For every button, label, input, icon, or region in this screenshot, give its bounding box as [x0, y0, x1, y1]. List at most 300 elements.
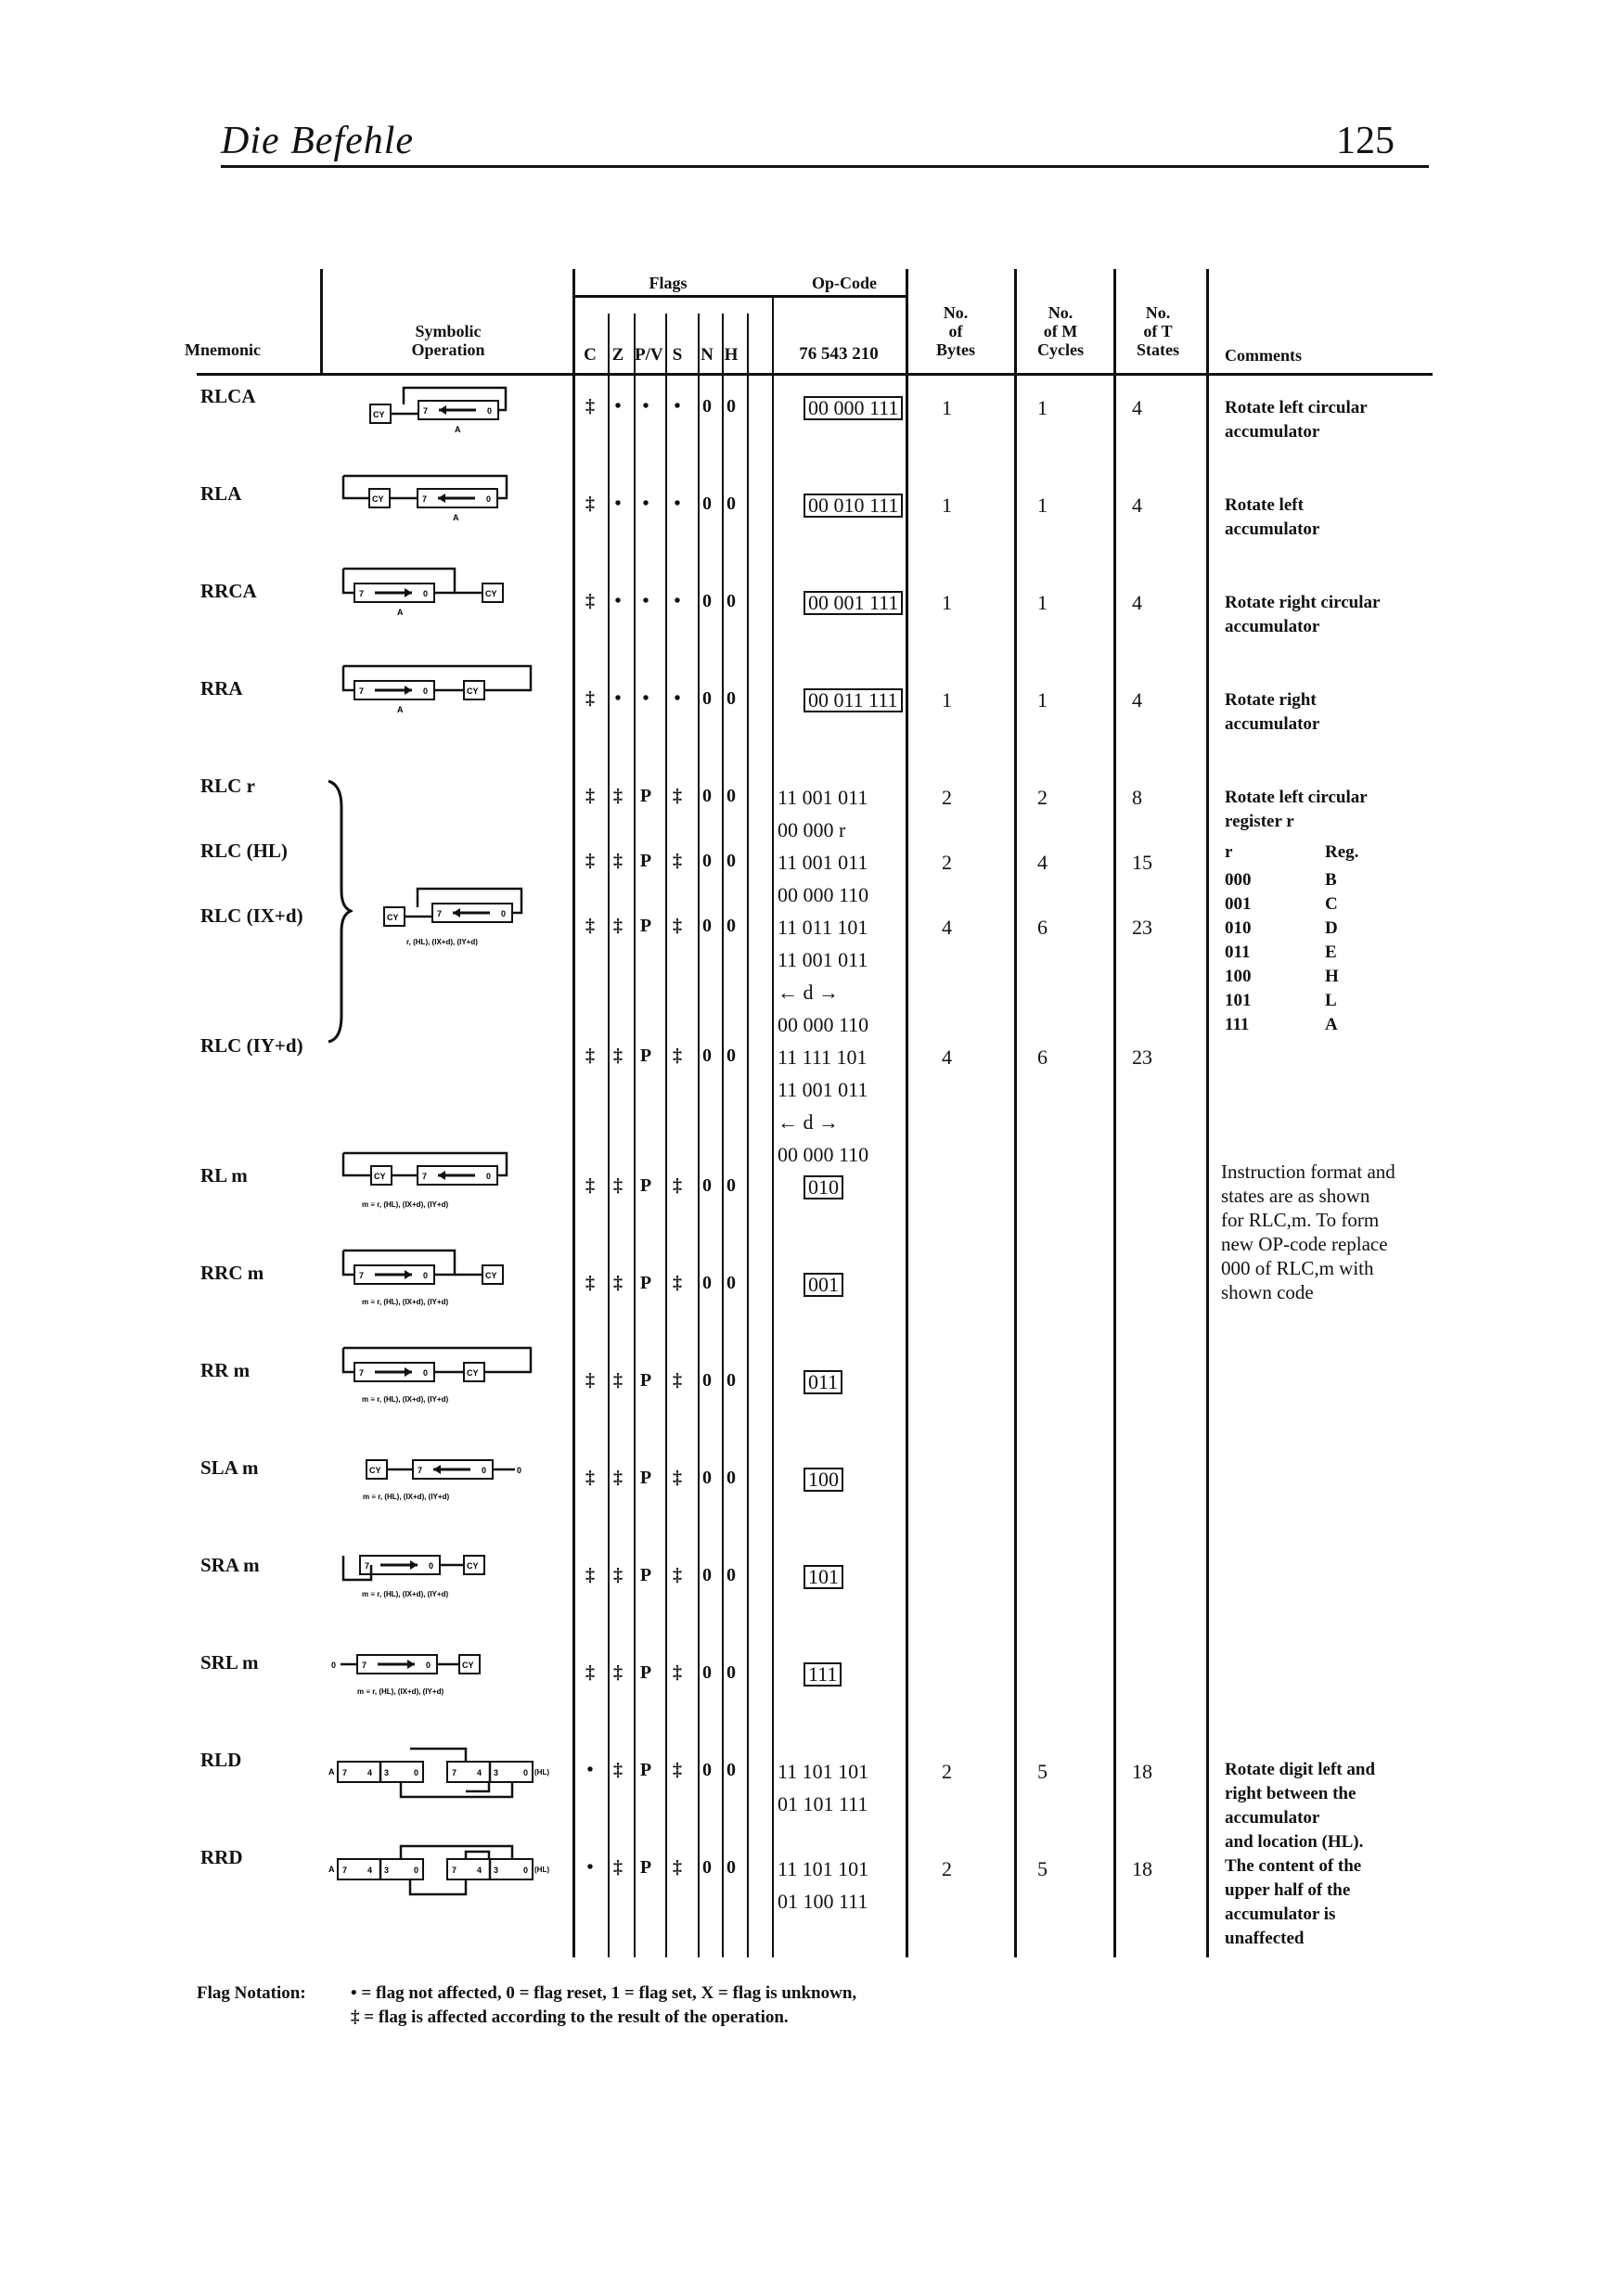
col-divider [1014, 269, 1017, 1957]
flag-cell: ‡ [613, 851, 623, 871]
flags-rule [572, 295, 908, 298]
flag-cell: • [586, 1760, 594, 1780]
flag-cell: ‡ [585, 1045, 595, 1066]
reg-code: 000 [1225, 870, 1252, 890]
comment-rld-line: Rotate digit left and [1225, 1760, 1376, 1779]
flag-cell: ‡ [673, 1273, 682, 1293]
flag-cell: • [642, 591, 649, 611]
comment-line: Rotate left circular [1225, 788, 1368, 807]
opcode-text: 11 001 011 [778, 851, 868, 874]
col-header-mcycles-2: of M [1043, 322, 1078, 340]
flag-notation-label: Flag Notation: [197, 1983, 306, 2003]
flag-cell: ‡ [673, 1468, 682, 1488]
flag-cell: 0 [702, 494, 712, 514]
svg-text:0: 0 [486, 494, 492, 504]
svg-text:3: 3 [494, 1768, 499, 1777]
mnemonic-cell: RLC (HL) [200, 840, 288, 862]
flag-cell: 0 [702, 1273, 712, 1293]
col-divider [572, 269, 575, 1957]
flag-cell: • [674, 688, 681, 709]
opcode-text: ← d → [778, 1110, 839, 1134]
mnemonic-cell: RR m [200, 1359, 251, 1381]
svg-text:3: 3 [384, 1768, 390, 1777]
mcycles-cell: 5 [1037, 1760, 1048, 1783]
flag-cell: ‡ [585, 786, 595, 806]
opcode-text: 11 101 101 [778, 1760, 869, 1783]
opcode-cell [778, 981, 839, 1005]
reg-code: 101 [1225, 991, 1252, 1010]
svg-text:7: 7 [452, 1866, 457, 1875]
comment-shift-line: new OP-code replace [1221, 1233, 1388, 1255]
svg-text:CY: CY [485, 1271, 497, 1280]
mnemonic-cell: RLA [200, 482, 242, 505]
reg-head-reg: Reg. [1325, 842, 1359, 862]
bytes-cell: 4 [942, 1045, 952, 1069]
opcode-cell [778, 948, 868, 972]
bytes-cell: 2 [942, 1760, 952, 1783]
flag-cell: 0 [726, 1662, 736, 1683]
reg-head-r: r [1225, 842, 1233, 862]
reg-name: D [1325, 918, 1338, 938]
mnemonic-cell: SLA m [200, 1456, 259, 1479]
svg-text:7: 7 [359, 686, 365, 696]
col-header-tstates-2: of T [1143, 322, 1173, 340]
opcode-cell [778, 1792, 868, 1816]
svg-text:7: 7 [422, 494, 428, 504]
flag-cell: 0 [702, 1370, 712, 1391]
flag-cell: • [674, 591, 681, 611]
svg-text:CY: CY [467, 1561, 479, 1571]
rla-diagram-icon [334, 468, 557, 524]
rld-diagram-icon [327, 1739, 568, 1814]
comment-rld-line: accumulator [1225, 1808, 1320, 1828]
flag-cell: ‡ [673, 1760, 682, 1780]
opcode-cell [804, 1273, 843, 1297]
opcode-cell [778, 1890, 868, 1914]
flag-cell: ‡ [673, 1857, 682, 1878]
svg-text:7: 7 [359, 1271, 365, 1280]
col-header-tstates-3: States [1137, 340, 1179, 359]
flag-cell: ‡ [585, 494, 595, 514]
opcode-text: 100 [804, 1468, 843, 1492]
comment-shift-line: states are as shown [1221, 1185, 1370, 1207]
svg-text:0: 0 [423, 686, 429, 696]
flag-cell: P [639, 1370, 652, 1391]
header-rule [221, 165, 1429, 168]
opcode-text: 00 000 r [778, 818, 846, 841]
flag-cell: • [586, 1857, 594, 1878]
mnemonic-cell: RLD [200, 1749, 242, 1771]
opcode-cell [778, 1045, 868, 1070]
comment-rld-line: The content of the [1225, 1856, 1362, 1876]
svg-text:4: 4 [367, 1768, 373, 1777]
flag-cell: ‡ [585, 916, 595, 936]
mnemonic-cell: RRA [200, 677, 243, 699]
opcode-text: 101 [804, 1565, 843, 1589]
svg-text:7: 7 [437, 909, 443, 918]
comment-rld-line: unaffected [1225, 1929, 1305, 1948]
svg-text:0: 0 [486, 1172, 492, 1181]
opcode-text: 11 011 101 [778, 916, 868, 939]
flag-cell: ‡ [585, 851, 595, 871]
flag-cell: P [639, 1857, 652, 1878]
flag-cell: • [674, 494, 681, 514]
svg-text:0: 0 [501, 909, 507, 918]
opcode-cell [804, 396, 903, 420]
comment-line: accumulator [1225, 519, 1320, 539]
svg-text:m ≡ r, (HL), (IX+d), (IY+d): m ≡ r, (HL), (IX+d), (IY+d) [362, 1298, 449, 1306]
svg-text:7: 7 [359, 1368, 365, 1378]
bytes-cell: 2 [942, 1857, 952, 1880]
comment-line: Rotate right circular [1225, 593, 1381, 612]
svg-text:7: 7 [342, 1866, 348, 1875]
svg-text:4: 4 [477, 1768, 482, 1777]
opcode-text: 111 [804, 1662, 842, 1687]
tstates-cell: 4 [1132, 591, 1142, 614]
flag-cell: P [639, 1662, 652, 1683]
mnemonic-cell: RRC m [200, 1262, 264, 1284]
mnemonic-cell: RLC (IX+d) [200, 904, 303, 927]
reg-code: 100 [1225, 967, 1252, 986]
flag-cell: 0 [702, 688, 712, 709]
opcode-cell [778, 818, 845, 842]
tstates-cell: 8 [1132, 786, 1142, 809]
svg-text:0: 0 [414, 1866, 419, 1875]
svg-text:7: 7 [418, 1466, 423, 1475]
col-header-mcycles-1: No. [1048, 303, 1074, 322]
svg-text:m ≡ r, (HL), (IX+d), (IY+d): m ≡ r, (HL), (IX+d), (IY+d) [362, 1590, 449, 1598]
mcycles-cell: 6 [1037, 916, 1048, 939]
reg-code: 011 [1225, 943, 1251, 962]
sra-m-diagram-icon [334, 1535, 557, 1602]
reg-code: 111 [1225, 1015, 1250, 1034]
reg-code: 001 [1225, 894, 1252, 914]
opcode-text: 00 010 111 [804, 494, 903, 518]
flag-cell: ‡ [673, 1565, 682, 1585]
flag-divider [665, 314, 667, 1957]
flag-cell: 0 [726, 1468, 736, 1488]
opcode-text: 00 000 110 [778, 1143, 869, 1166]
flag-cell: ‡ [613, 1857, 623, 1878]
svg-text:7: 7 [342, 1768, 348, 1777]
bytes-cell: 4 [942, 916, 952, 939]
flag-cell: ‡ [613, 786, 623, 806]
flag-cell: 0 [702, 916, 712, 936]
opcode-cell [804, 688, 903, 712]
srl-m-diagram-icon [329, 1633, 552, 1700]
svg-text:4: 4 [367, 1866, 373, 1875]
svg-text:7: 7 [452, 1768, 457, 1777]
comment-line: accumulator [1225, 422, 1320, 442]
flag-cell: ‡ [585, 688, 595, 709]
flag-cell: 0 [702, 396, 712, 417]
page-header-title: Die Befehle [221, 120, 415, 162]
svg-text:4: 4 [477, 1866, 482, 1875]
svg-text:3: 3 [494, 1866, 499, 1875]
flag-cell: ‡ [613, 1565, 623, 1585]
reg-name: L [1325, 991, 1337, 1010]
flag-cell: 0 [726, 1175, 736, 1196]
col-header-mnemonic: Mnemonic [185, 340, 261, 359]
col-header-flags: Flags [649, 274, 688, 292]
svg-text:0: 0 [423, 1368, 429, 1378]
mcycles-cell: 1 [1037, 591, 1048, 614]
mcycles-cell: 1 [1037, 688, 1048, 712]
rrca-diagram-icon [334, 561, 557, 617]
flag-header-5: H [724, 345, 739, 365]
col-header-opcode-bits: 76 543 210 [799, 344, 879, 364]
opcode-text: 11 001 011 [778, 948, 868, 971]
rrc-m-diagram-icon [334, 1243, 557, 1310]
tstates-cell: 23 [1132, 1045, 1152, 1069]
comment-rld-line: and location (HL). [1225, 1832, 1364, 1852]
reg-name: A [1325, 1015, 1338, 1034]
header-underline [197, 373, 1433, 376]
flag-cell: • [614, 494, 622, 514]
svg-text:0: 0 [331, 1661, 337, 1670]
svg-text:CY: CY [374, 1172, 386, 1181]
flag-cell: 0 [726, 1370, 736, 1391]
flag-cell: 0 [726, 1857, 736, 1878]
flag-cell: ‡ [673, 916, 682, 936]
col-header-tstates-1: No. [1145, 303, 1171, 322]
flag-cell: P [639, 1565, 652, 1585]
comment-shift-line: shown code [1221, 1281, 1314, 1303]
opcode-cell [778, 1857, 868, 1881]
flag-cell: 0 [702, 1857, 712, 1878]
svg-text:7: 7 [365, 1561, 370, 1571]
svg-text:0: 0 [423, 589, 429, 598]
mcycles-cell: 4 [1037, 851, 1048, 874]
svg-text:(HL): (HL) [534, 1866, 549, 1874]
flag-cell: ‡ [613, 1045, 623, 1066]
tstates-cell: 23 [1132, 916, 1152, 939]
col-header-symbolic-2: Operation [411, 340, 485, 359]
rrd-diagram-icon [327, 1837, 568, 1911]
mnemonic-cell: RRD [200, 1846, 243, 1868]
flag-header-1: Z [611, 345, 624, 365]
flag-cell: 0 [726, 494, 736, 514]
flag-cell: P [639, 1175, 652, 1196]
flag-cell: 0 [726, 591, 736, 611]
comment-line: accumulator [1225, 714, 1320, 734]
flag-cell: ‡ [613, 1760, 623, 1780]
mcycles-cell: 1 [1037, 494, 1048, 517]
flag-cell: ‡ [613, 1468, 623, 1488]
tstates-cell: 18 [1132, 1760, 1152, 1783]
flag-header-3: S [672, 345, 683, 365]
flag-cell: 0 [726, 786, 736, 806]
col-header-bytes-2: of [948, 322, 963, 340]
svg-text:A: A [328, 1865, 335, 1874]
opcode-cell [778, 1013, 868, 1037]
flag-cell: 0 [702, 1565, 712, 1585]
flag-cell: 0 [702, 591, 712, 611]
comment-shift-line: Instruction format and [1221, 1161, 1395, 1183]
flag-cell: 0 [702, 1760, 712, 1780]
opcode-cell [778, 851, 868, 875]
flag-cell: • [642, 688, 649, 709]
opcode-cell [778, 786, 868, 810]
comment-line: accumulator [1225, 617, 1320, 636]
bytes-cell: 2 [942, 786, 952, 809]
tstates-cell: 18 [1132, 1857, 1152, 1880]
comment-line: Rotate left circular [1225, 398, 1368, 417]
flag-cell: P [639, 1273, 652, 1293]
rlc-group-brace-icon [325, 779, 353, 1044]
opcode-text: 01 100 111 [778, 1890, 868, 1913]
opcode-text: 00 000 110 [778, 1013, 869, 1036]
opcode-cell [778, 1143, 868, 1167]
flag-divider [634, 314, 636, 1957]
opcode-text: ← d → [778, 981, 839, 1004]
mcycles-cell: 5 [1037, 1857, 1048, 1880]
svg-text:0: 0 [426, 1661, 431, 1670]
svg-text:r, (HL), (IX+d), (IY+d): r, (HL), (IX+d), (IY+d) [406, 938, 478, 946]
flag-cell: ‡ [613, 1273, 623, 1293]
opcode-cell [804, 1370, 842, 1394]
flag-cell: ‡ [585, 1370, 595, 1391]
comment-line: Rotate right [1225, 690, 1317, 710]
svg-text:0: 0 [523, 1866, 529, 1875]
opcode-cell [804, 494, 903, 518]
comment-line: register r [1225, 812, 1294, 831]
opcode-text: 11 001 011 [778, 1078, 868, 1101]
col-header-bytes-1: No. [943, 303, 969, 322]
svg-text:0: 0 [429, 1561, 434, 1571]
flag-cell: 0 [726, 1565, 736, 1585]
flag-divider [772, 295, 774, 1957]
mnemonic-cell: SRA m [200, 1554, 260, 1576]
opcode-text: 011 [804, 1370, 842, 1394]
bytes-cell: 2 [942, 851, 952, 874]
flag-cell: 0 [702, 1045, 712, 1066]
opcode-text: 11 111 101 [778, 1045, 868, 1069]
svg-text:7: 7 [423, 406, 429, 416]
svg-text:7: 7 [362, 1661, 367, 1670]
flag-divider [747, 314, 749, 1957]
flag-cell: ‡ [613, 916, 623, 936]
flag-cell: • [642, 494, 649, 514]
tstates-cell: 15 [1132, 851, 1152, 874]
col-divider [906, 269, 908, 1957]
flag-cell: ‡ [673, 1370, 682, 1391]
flag-cell: • [614, 591, 622, 611]
mcycles-cell: 2 [1037, 786, 1048, 809]
mnemonic-cell: RLC (IY+d) [200, 1034, 303, 1057]
flag-cell: ‡ [585, 1468, 595, 1488]
flag-cell: ‡ [585, 1662, 595, 1683]
opcode-text: 00 000 110 [778, 883, 869, 906]
mnemonic-cell: RLC r [200, 775, 255, 797]
svg-text:A: A [455, 425, 461, 434]
svg-text:0: 0 [414, 1768, 419, 1777]
svg-text:CY: CY [462, 1661, 474, 1670]
mnemonic-cell: RL m [200, 1164, 248, 1186]
flag-cell: P [639, 1760, 652, 1780]
flag-cell: ‡ [585, 1273, 595, 1293]
comment-rld-line: upper half of the [1225, 1880, 1351, 1900]
flag-cell: 0 [726, 1760, 736, 1780]
flag-divider [722, 314, 724, 1957]
opcode-text: 00 000 111 [804, 396, 903, 420]
flag-divider [698, 314, 700, 1957]
svg-text:CY: CY [372, 494, 384, 504]
tstates-cell: 4 [1132, 494, 1142, 517]
flag-cell: ‡ [613, 1662, 623, 1683]
mcycles-cell: 1 [1037, 396, 1048, 419]
svg-text:m ≡ r, (HL), (IX+d), (IY+d): m ≡ r, (HL), (IX+d), (IY+d) [362, 1395, 449, 1404]
col-divider [1113, 269, 1116, 1957]
flag-cell: ‡ [585, 396, 595, 417]
opcode-cell [778, 1110, 839, 1135]
flag-cell: • [674, 396, 681, 417]
flag-cell: P [639, 851, 652, 871]
flag-cell: • [614, 396, 622, 417]
mcycles-cell: 6 [1037, 1045, 1048, 1069]
bytes-cell: 1 [942, 591, 952, 614]
reg-name: B [1325, 870, 1337, 890]
flag-cell: ‡ [613, 1370, 623, 1391]
opcode-text: 01 101 111 [778, 1792, 868, 1815]
opcode-cell [778, 883, 868, 907]
opcode-cell [804, 591, 903, 615]
svg-text:3: 3 [384, 1866, 390, 1875]
bytes-cell: 1 [942, 494, 952, 517]
mnemonic-cell: RRCA [200, 580, 257, 602]
opcode-text: 00 011 111 [804, 688, 903, 712]
comment-rld-line: right between the [1225, 1784, 1356, 1803]
opcode-cell [778, 1760, 868, 1784]
flag-notation-line-2: ‡ = flag is affected according to the result of the operation. [351, 2007, 789, 2027]
svg-text:0: 0 [423, 1271, 429, 1280]
mnemonic-cell: SRL m [200, 1651, 259, 1674]
flag-cell: ‡ [585, 591, 595, 611]
flag-cell: ‡ [585, 1175, 595, 1196]
svg-text:CY: CY [467, 686, 479, 696]
svg-text:m ≡ r, (HL), (IX+d), (IY+d): m ≡ r, (HL), (IX+d), (IY+d) [357, 1687, 444, 1696]
flag-cell: ‡ [673, 1175, 682, 1196]
svg-text:0: 0 [482, 1466, 487, 1475]
opcode-text: 001 [804, 1273, 843, 1297]
flag-cell: 0 [726, 396, 736, 417]
opcode-cell [804, 1565, 843, 1589]
flag-cell: ‡ [673, 1045, 682, 1066]
flag-divider [608, 314, 610, 1957]
svg-text:A: A [397, 705, 404, 714]
comment-shift-line: for RLC,m. To form [1221, 1209, 1380, 1231]
svg-text:0: 0 [487, 406, 493, 416]
sla-m-diagram-icon [357, 1438, 561, 1505]
svg-text:CY: CY [467, 1368, 479, 1378]
opcode-cell [778, 916, 868, 940]
tstates-cell: 4 [1132, 688, 1142, 712]
flag-header-0: C [584, 345, 597, 365]
rlca-diagram-icon [366, 380, 552, 436]
reg-name: C [1325, 894, 1338, 914]
rra-diagram-icon [334, 659, 557, 714]
col-header-bytes-3: Bytes [936, 340, 975, 359]
opcode-text: 00 001 111 [804, 591, 903, 615]
col-header-opcode: Op-Code [811, 274, 877, 292]
svg-text:m ≡ r, (HL), (IX+d), (IY+d): m ≡ r, (HL), (IX+d), (IY+d) [362, 1200, 449, 1209]
col-header-comments: Comments [1225, 346, 1302, 365]
opcode-text: 11 001 011 [778, 786, 868, 809]
flag-cell: ‡ [613, 1175, 623, 1196]
svg-text:CY: CY [369, 1466, 381, 1475]
flag-cell: 0 [702, 1468, 712, 1488]
svg-text:CY: CY [373, 410, 385, 419]
